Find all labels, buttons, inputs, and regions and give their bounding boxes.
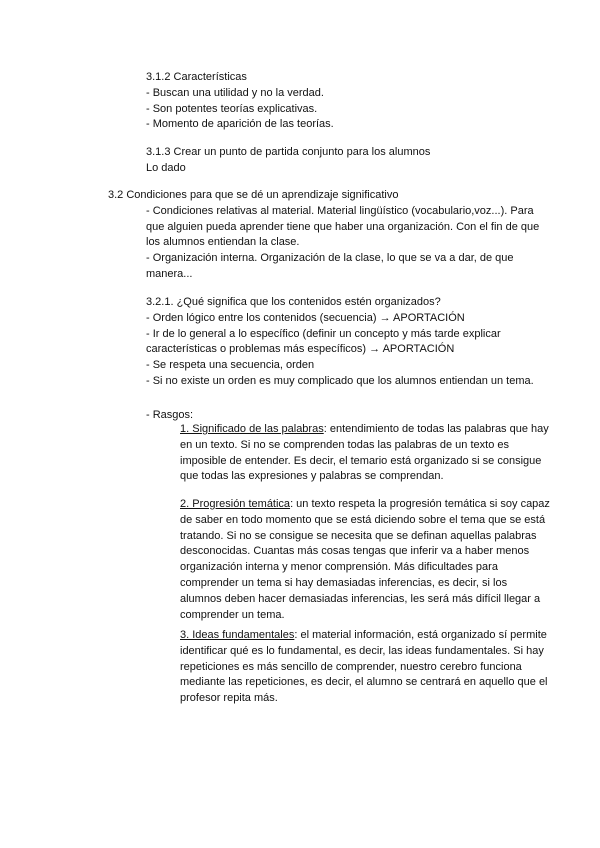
- rasgos-label-text: - Rasgos:: [146, 409, 194, 421]
- rasgo-text: : un texto respeta la progresión temática si soy capaz de saber en todo momento que se está diciendo sobre el tema que se está tratando. Si no se consigue se necesita que se definan aquellas palabras desconocidas. Cuantas más cosas tengas que inferir va a haber menos organización interna y menor comprensión. Más dificultades para comprender un tema si hay demasiadas inferencias, es decir, si los alumnos deben hacer demasiadas inferencias, les será más difícil llegar a comprender un tema.: [180, 498, 550, 621]
- list-item: - Son potentes teorías explicativas.: [146, 102, 318, 115]
- list-item: - Se respeta una secuencia, orden: [146, 359, 315, 372]
- list-item: - Momento de aparición de las teorías.: [146, 118, 334, 131]
- section-body: [108, 204, 548, 283]
- list-item: - Buscan una utilidad y no la verdad.: [146, 86, 324, 99]
- section-subtext: Lo dado: [146, 161, 186, 174]
- list-item: - Ir de lo general a lo específico (definir un concepto y más tarde explicar características o problemas más específicos) → APORTACIÓN: [146, 327, 501, 356]
- rasgo-text: : entendimiento de todas las palabras que hay en un texto. Si no se comprenden todas las palabras de un texto es imposible de entender. Es decir, el temario está organizado si se consigue que todas las expresiones y palabras se comprendan.: [180, 423, 549, 483]
- section-title: 3.2.1. ¿Qué significa que los contenidos estén organizados?: [146, 296, 441, 308]
- section-3-2-1: [146, 295, 546, 390]
- list-item: - Si no existe un orden es muy complicado que los alumnos entiendan un tema.: [146, 374, 534, 387]
- rasgo-term: 1. Significado de las palabras: [180, 423, 324, 435]
- paragraph: - Condiciones relativas al material. Material lingüístico (vocabulario,voz...). Para que alguien pueda aprender tiene que haber una organización. Con el fin de que los alumnos entiendan la clase.: [146, 204, 540, 249]
- rasgo-term: 2. Progresión temática: [180, 498, 291, 510]
- section-3-2: [108, 188, 548, 283]
- list-item: - Orden lógico entre los contenidos (secuencia) → APORTACIÓN: [146, 311, 465, 324]
- paragraph: - Organización interna. Organización de la clase, lo que se va a dar, de que manera...: [146, 252, 514, 280]
- rasgo-item: [180, 497, 550, 623]
- section-title: 3.1.2 Características: [146, 71, 247, 83]
- rasgo-term: 3. Ideas fundamentales: [180, 629, 295, 641]
- section-title: 3.1.3 Crear un punto de partida conjunto para los alumnos: [146, 146, 431, 158]
- section-3-1-3: [146, 145, 546, 177]
- section-title: 3.2 Condiciones para que se dé un aprendizaje significativo: [108, 189, 399, 201]
- section-3-1-2: [146, 70, 546, 133]
- rasgo-item: [180, 628, 550, 707]
- rasgo-text: : el material información, está organizado sí permite identificar qué es lo fundamental, es decir, las ideas fundamentales. Si hay repeticiones es más sencillo de comprender, nuestro cerebro funciona mediante las repeticiones, es decir, el alumno se centrará en aquello que el profesor repita más.: [180, 629, 548, 705]
- rasgo-item: [180, 422, 550, 485]
